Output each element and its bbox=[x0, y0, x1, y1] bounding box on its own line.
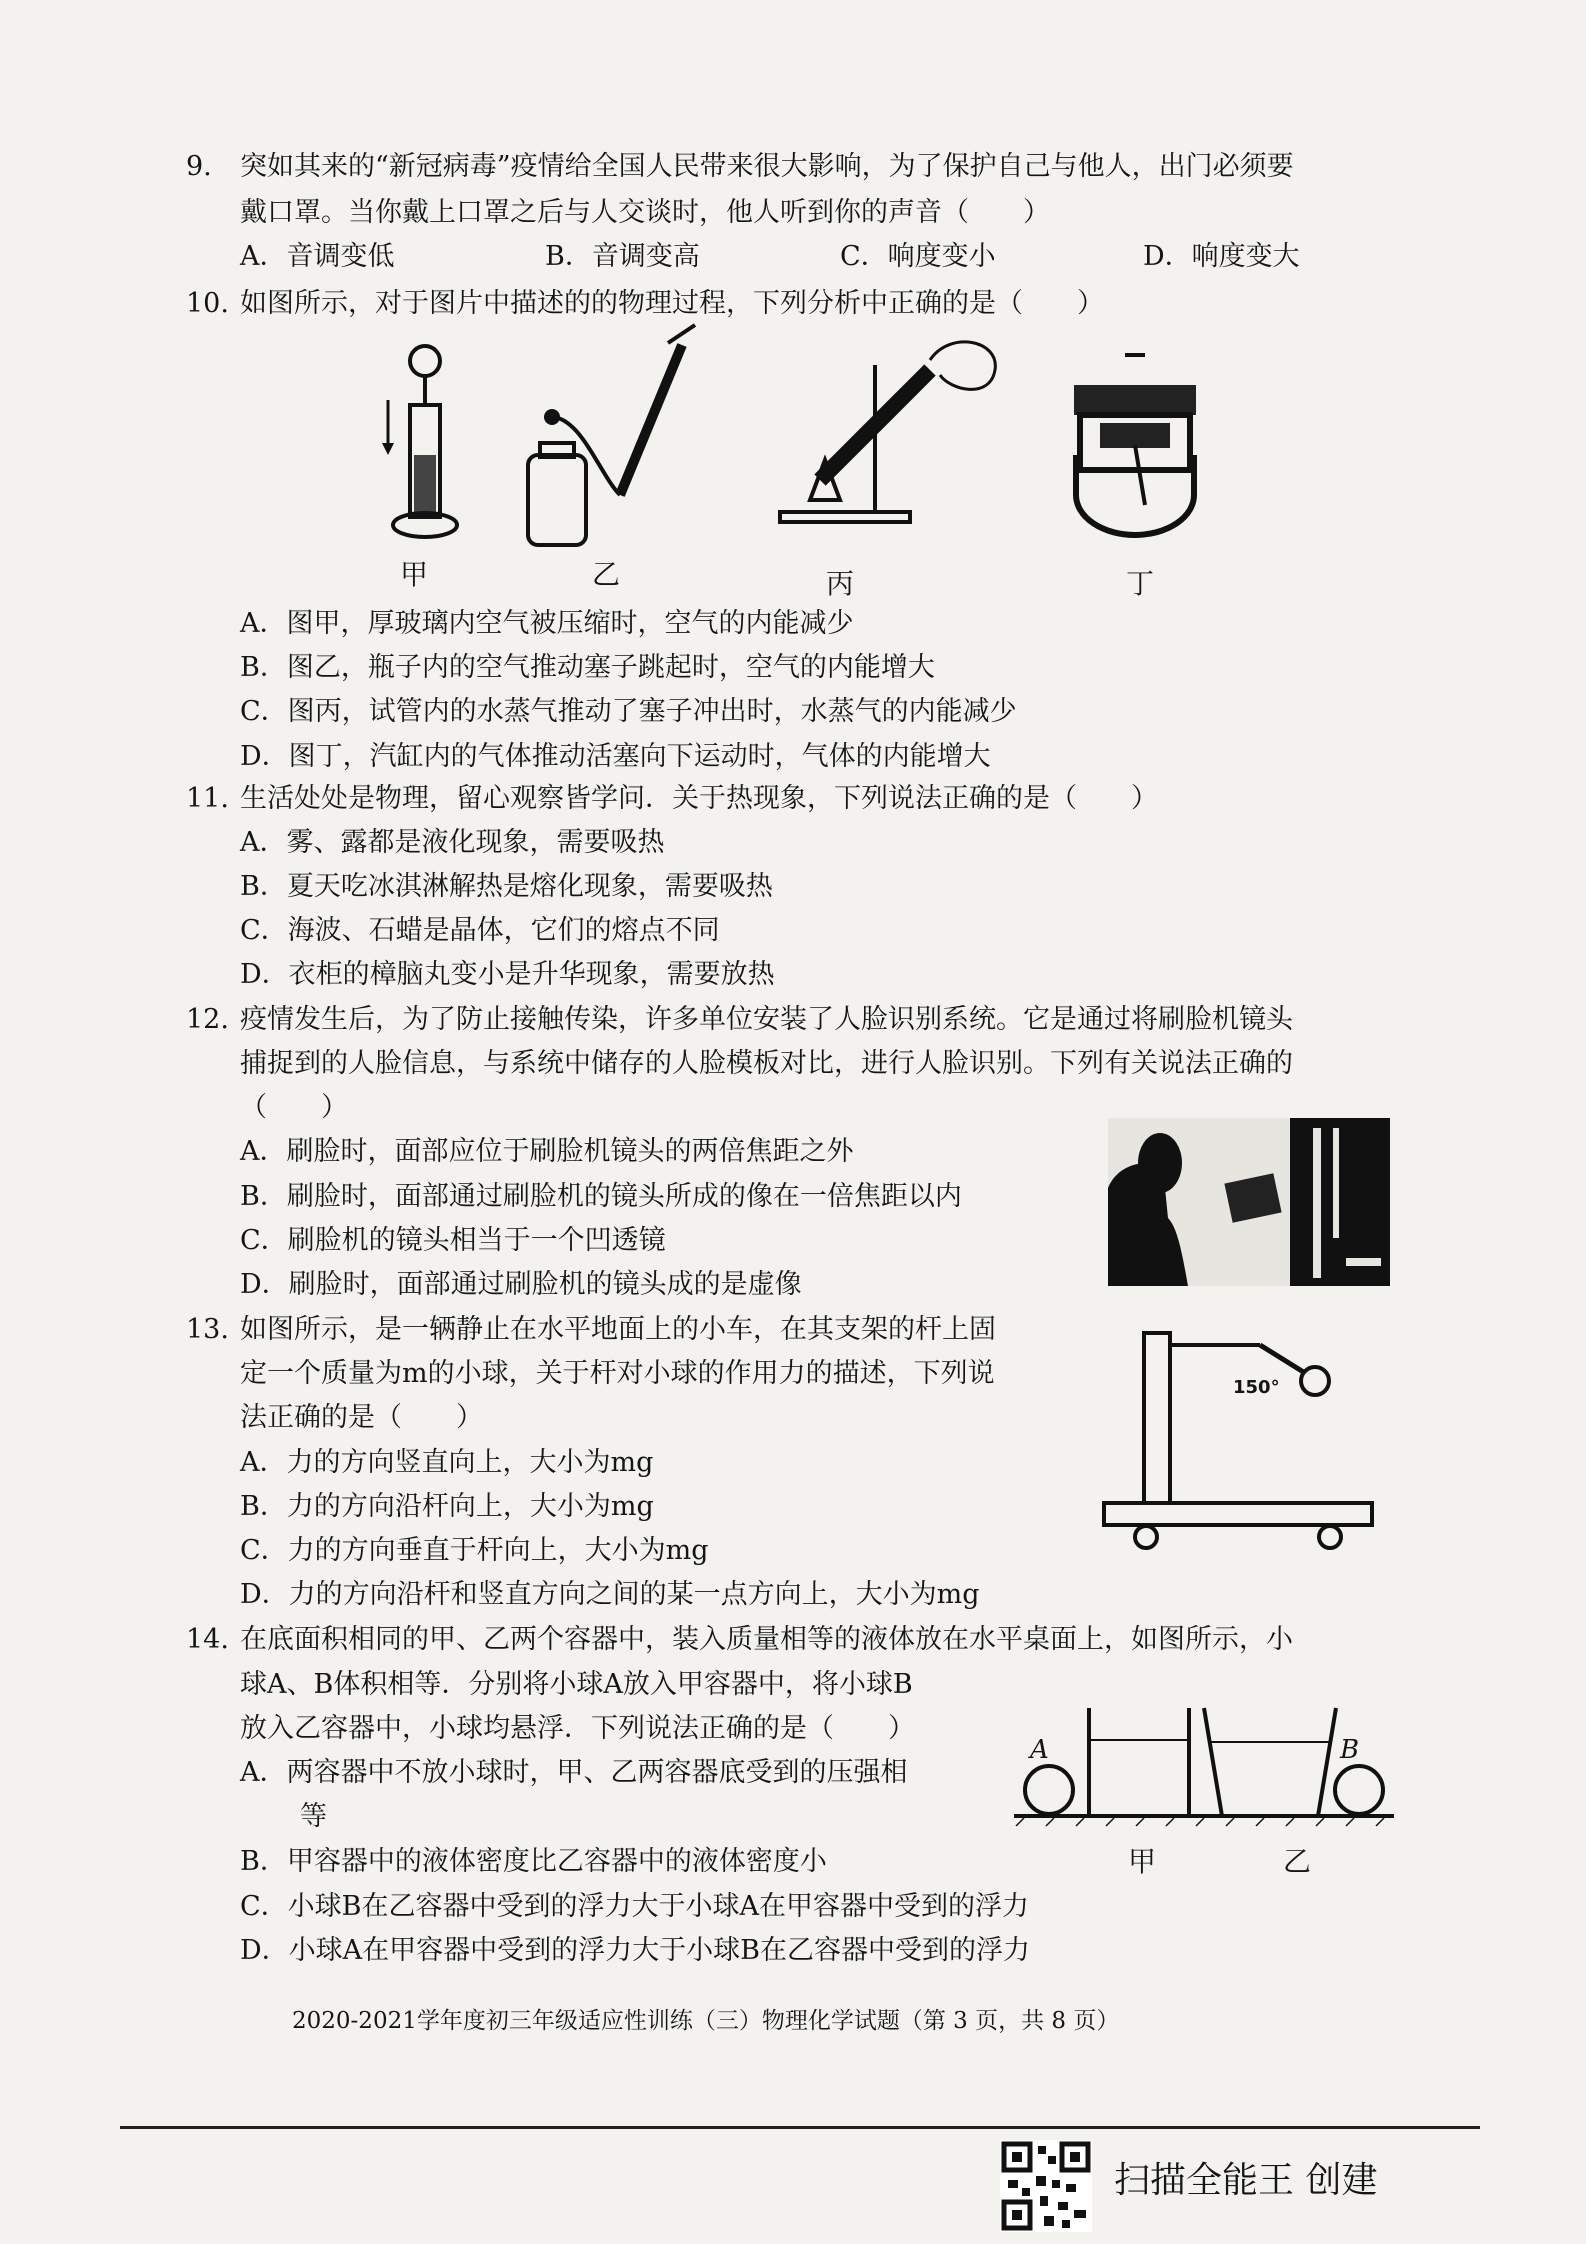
q14-option-b: B．甲容器中的液体密度比乙容器中的液体密度小 bbox=[240, 1846, 827, 1877]
q9-number: 9. bbox=[186, 151, 212, 182]
q11-option-c: C．海波、石蜡是晶体，它们的熔点不同 bbox=[240, 915, 720, 946]
fig-yi-bottle-pump bbox=[520, 325, 700, 565]
page-footer: 2020-2021学年度初三年级适应性训练（三）物理化学试题（第 3 页，共 8 页） bbox=[292, 2008, 1120, 2034]
q12-option-b: B．刷脸时，面部通过刷脸机的镜头所成的像在一倍焦距以内 bbox=[240, 1181, 962, 1212]
q9-option-d: D．响度变大 bbox=[1143, 241, 1300, 272]
fig-label-ding: 丁 bbox=[1126, 567, 1155, 600]
fig-label-yi: 乙 bbox=[592, 558, 621, 591]
q11-option-a: A．雾、露都是液化现象，需要吸热 bbox=[240, 827, 665, 858]
q10-option-b: B．图乙，瓶子内的空气推动塞子跳起时，空气的内能增大 bbox=[240, 652, 935, 683]
footer-divider bbox=[120, 2126, 1480, 2129]
q12-line2: 捕捉到的人脸信息，与系统中储存的人脸模板对比，进行人脸识别。下列有关说法正确的 bbox=[240, 1048, 1293, 1079]
q13-option-b: B．力的方向沿杆向上，大小为mg bbox=[240, 1491, 654, 1522]
q13-number: 13. bbox=[186, 1314, 229, 1345]
container-label-jia: 甲 bbox=[1128, 1845, 1157, 1878]
q9-option-a: A．音调变低 bbox=[240, 241, 395, 272]
q14-option-c: C．小球B在乙容器中受到的浮力大于小球A在甲容器中受到的浮力 bbox=[240, 1891, 1029, 1922]
fig-jia-compression-cylinder bbox=[380, 345, 490, 545]
q11-stem: 生活处处是物理，留心观察皆学问．关于热现象，下列说法正确的是（ ） bbox=[240, 783, 1158, 814]
q12-option-a: A．刷脸时，面部应位于刷脸机镜头的两倍焦距之外 bbox=[240, 1136, 854, 1167]
fig-two-containers bbox=[1014, 1698, 1394, 1828]
q9-options bbox=[240, 240, 1400, 274]
q13-option-a: A．力的方向竖直向上，大小为mg bbox=[240, 1447, 654, 1478]
fig-label-jia: 甲 bbox=[400, 558, 429, 591]
q12-option-c: C．刷脸机的镜头相当于一个凹透镜 bbox=[240, 1225, 666, 1256]
q9-line2: 戴口罩。当你戴上口罩之后与人交谈时，他人听到你的声音（ ） bbox=[240, 197, 1050, 228]
fig-ding-engine-cylinder bbox=[1070, 345, 1200, 545]
q9-option-c: C．响度变小 bbox=[840, 241, 996, 272]
container-label-yi: 乙 bbox=[1283, 1845, 1312, 1878]
ball-label-b: B bbox=[1340, 1735, 1360, 1765]
q9-line1: 突如其来的“新冠病毒”疫情给全国人民带来很大影响，为了保护自己与他人，出门必须要 bbox=[240, 151, 1294, 182]
q13-line3: 法正确的是（ ） bbox=[240, 1402, 483, 1433]
q14-number: 14. bbox=[186, 1624, 229, 1655]
q14-option-d: D．小球A在甲容器中受到的浮力大于小球B在乙容器中受到的浮力 bbox=[240, 1935, 1030, 1966]
q11-option-d: D．衣柜的樟脑丸变小是升华现象，需要放热 bbox=[240, 959, 775, 990]
q13-option-c: C．力的方向垂直于杆向上，大小为mg bbox=[240, 1535, 709, 1566]
angle-label: 150° bbox=[1233, 1377, 1280, 1398]
q9-option-b: B．音调变高 bbox=[545, 241, 700, 272]
qr-code-icon bbox=[1000, 2140, 1092, 2232]
q14-line1: 在底面积相同的甲、乙两个容器中，装入质量相等的液体放在水平桌面上，如图所示，小 bbox=[240, 1624, 1293, 1655]
q14-option-a: A．两容器中不放小球时，甲、乙两容器底受到的压强相 bbox=[240, 1757, 908, 1788]
q11-number: 11. bbox=[186, 783, 229, 814]
q14-option-a-cont: 等 bbox=[300, 1801, 327, 1832]
q14-line2: 球A、B体积相等．分别将小球A放入甲容器中，将小球B bbox=[240, 1669, 913, 1700]
fig-bing-test-tube bbox=[780, 330, 1020, 530]
q10-option-d: D．图丁，汽缸内的气体推动活塞向下运动时，气体的内能增大 bbox=[240, 741, 991, 772]
q12-line1: 疫情发生后，为了防止接触传染，许多单位安装了人脸识别系统。它是通过将刷脸机镜头 bbox=[240, 1004, 1293, 1035]
scanner-watermark: 扫描全能王 创建 bbox=[1114, 2160, 1378, 2201]
q10-option-c: C．图丙，试管内的水蒸气推动了塞子冲出时，水蒸气的内能减少 bbox=[240, 696, 1017, 727]
q12-number: 12. bbox=[186, 1004, 229, 1035]
q13-line2: 定一个质量为m的小球，关于杆对小球的作用力的描述，下列说 bbox=[240, 1358, 995, 1389]
ball-label-a: A bbox=[1030, 1735, 1049, 1765]
fig-face-scanner-photo bbox=[1108, 1118, 1390, 1286]
q13-option-d: D．力的方向沿杆和竖直方向之间的某一点方向上，大小为mg bbox=[240, 1579, 980, 1610]
q12-line3: （ ） bbox=[240, 1092, 348, 1123]
q10-option-a: A．图甲，厚玻璃内空气被压缩时，空气的内能减少 bbox=[240, 608, 854, 639]
q13-line1: 如图所示，是一辆静止在水平地面上的小车，在其支架的杆上固 bbox=[240, 1314, 996, 1345]
q14-line3: 放入乙容器中，小球均悬浮．下列说法正确的是（ ） bbox=[240, 1713, 915, 1744]
q11-option-b: B．夏天吃冰淇淋解热是熔化现象，需要吸热 bbox=[240, 871, 773, 902]
fig-cart-rod-ball bbox=[1100, 1325, 1380, 1555]
fig-label-bing: 丙 bbox=[826, 567, 855, 600]
q10-number: 10. bbox=[186, 288, 229, 319]
q10-stem: 如图所示，对于图片中描述的的物理过程，下列分析中正确的是（ ） bbox=[240, 288, 1104, 319]
q12-option-d: D．刷脸时，面部通过刷脸机的镜头成的是虚像 bbox=[240, 1269, 802, 1300]
